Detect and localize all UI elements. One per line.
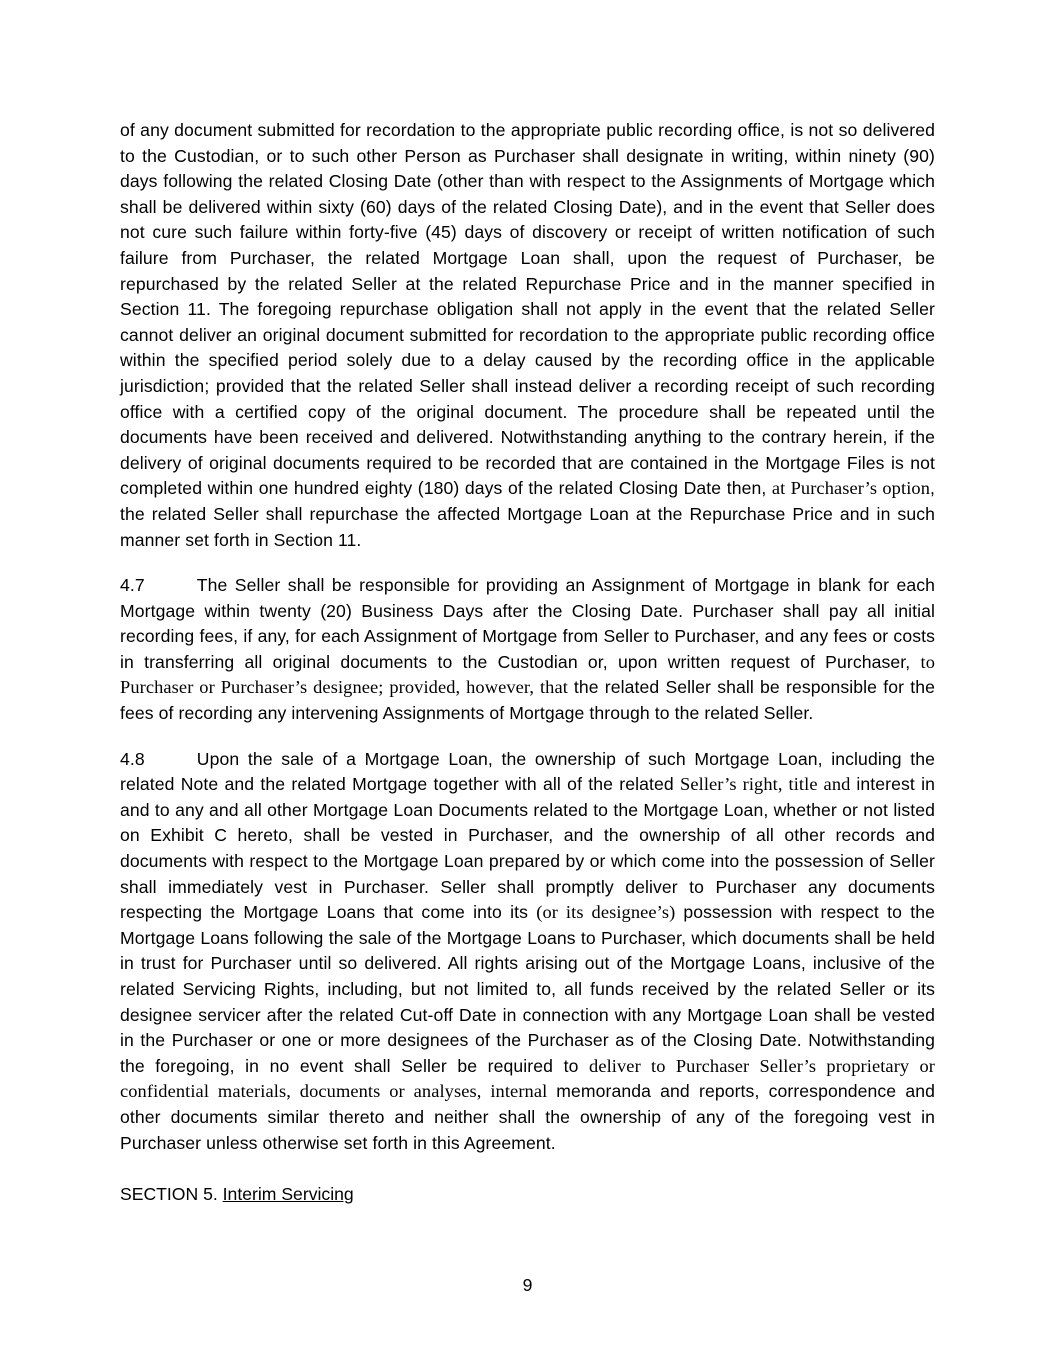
text-run: of any document submitted for recordation to the appropriate public recording office, is not so delivered to the Custodian, or to such other Person as Purchaser shall designate in writing, within ninety (90) days following the related Closing Date (other than with respect to the Assignments of Mortgage which shall be delivered within sixty (60) days of the related Closing Date), and in the event that Seller does not cure such failure within forty-five (45) days of discovery or receipt of written notification of such failure from Purchaser, the related Mortgage Loan shall, upon the request of Purchaser, be repurchased by the related Seller at the related Repurchase Price and in the manner specified in Section 11. The foregoing repurchase obligation shall not apply in the event that the related Seller cannot deliver an original document submitted for recordation to the appropriate public recording office within the specified period solely due to a delay caused by the recording office in the applicable jurisdiction; provided that the related Seller shall instead deliver a recording receipt of such recording office with a certified copy of the original document. The procedure shall be repeated until the documents have been received and delivered. Notwithstanding anything to the contrary herein, if the delivery of original documents required to be recorded that are contained in the Mortgage Files is not completed within one hundred eighty (180) days of the related Closing Date then, <box>120 120 935 499</box>
text-run: the related Seller shall be responsible for the fees of recording any intervening Assignments of Mortgage through to the related Seller. <box>120 677 935 724</box>
text-run: interest in and to any and all other Mortgage Loan Documents related to the Mortgage Loan, whether or not listed on Exhibit C hereto, shall be vested in Purchaser, and the ownership of all other records and documents with respect to the Mortgage Loan prepared by or which come into the possession of Seller shall immediately vest in Purchaser. Seller shall promptly deliver to Purchaser any documents respecting the Mortgage Loans that come into its <box>120 774 935 923</box>
document-body <box>120 118 935 1208</box>
text-run-serif: deliver to Purchaser Seller’s proprietary or confidential materials, documents or analyses, internal <box>120 1055 935 1102</box>
text-run-serif: Seller’s right, title and <box>680 774 857 795</box>
text-run: possession with respect to the Mortgage Loans following the sale of the Mortgage Loans to Purchaser, which documents shall be held in trust for Purchaser until so delivered. All rights arising out of the Mortgage Loans, inclusive of the related Servicing Rights, including, but not limited to, all funds received by the related Seller or its designee servicer after the related Cut-off Date in connection with any Mortgage Loan shall be vested in the Purchaser or one or more designees of the Purchaser as of the Closing Date. Notwithstanding the foregoing, in no event shall Seller be required to <box>120 902 935 1076</box>
text-run: , the related Seller shall repurchase the affected Mortgage Loan at the Repurchase Price and in such manner set forth in Section 11. <box>120 478 935 550</box>
text-run-serif: at Purchaser’s option <box>771 478 930 499</box>
section-heading-title: Interim Servicing <box>222 1184 354 1205</box>
text-run: The Seller shall be responsible for providing an Assignment of Mortgage in blank for each Mortgage within twenty (20) Business Days after the Closing Date. Purchaser shall pay all initial recording fees, if any, for each Assignment of Mortgage from Seller to Purchaser, and any fees or costs in transferring all original documents to the Custodian or, upon written request of Purchaser, <box>120 575 935 672</box>
paragraph-continued <box>120 118 935 553</box>
text-run: memoranda and reports, correspondence and other documents similar thereto and neither shall the ownership of any of the foregoing vest in Purchaser unless otherwise set forth in this Agreement. <box>120 1081 935 1153</box>
paragraph-number: 4.7 <box>120 575 145 596</box>
text-run-serif: (or its designee’s) <box>536 902 684 923</box>
paragraph-4-8 <box>120 747 935 1157</box>
section-heading-label: SECTION 5. <box>120 1184 218 1205</box>
page-number: 9 <box>522 1275 533 1295</box>
paragraph-number: 4.8 <box>120 748 145 769</box>
text-run: Upon the sale of a Mortgage Loan, the ownership of such Mortgage Loan, including the related Note and the related Mortgage together with all of the related <box>120 748 935 795</box>
section-heading <box>120 1182 935 1208</box>
paragraph-4-7 <box>120 573 935 727</box>
text-run-serif: to Purchaser or Purchaser’s designee; provided, however, that <box>120 651 935 698</box>
